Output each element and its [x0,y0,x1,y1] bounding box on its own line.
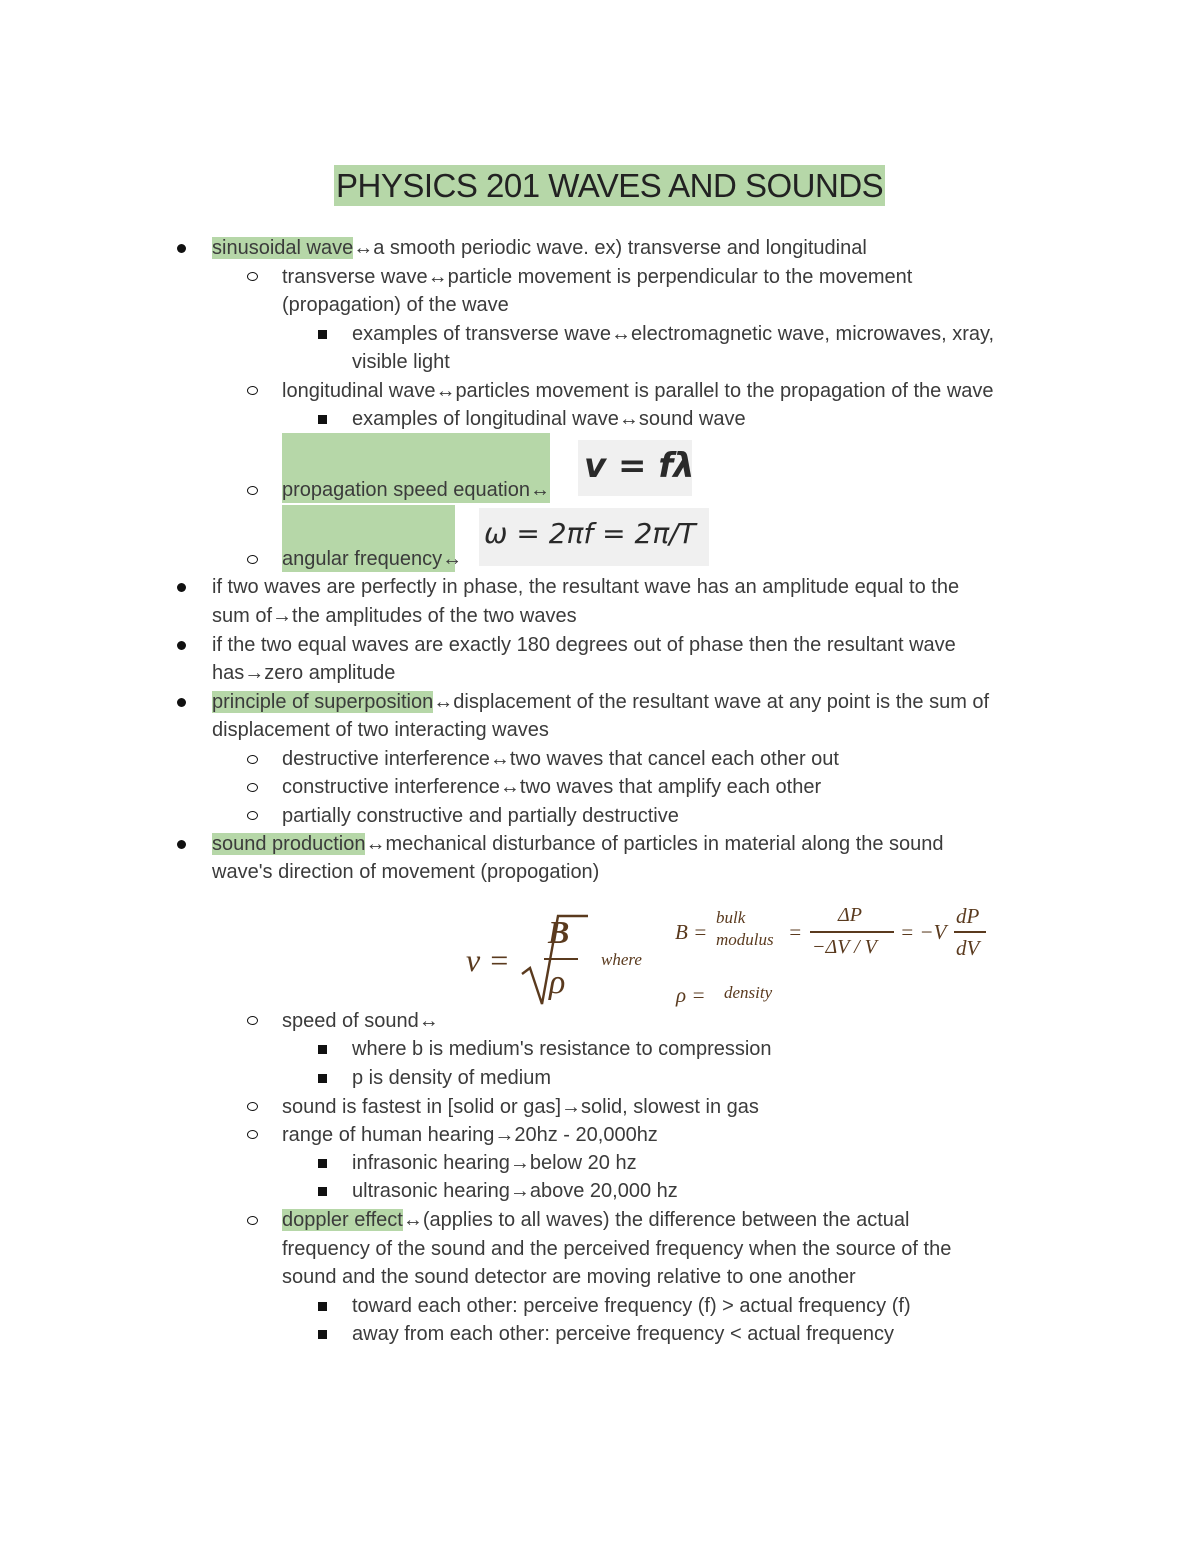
list-item: toward each other: perceive frequency (f) > actual frequency (f) [352,1295,911,1317]
highlighted-term: propagation speed equation [282,479,530,501]
bullet [247,1216,258,1225]
list-item: constructive interference↔two waves that amplify each other [282,776,822,798]
bullet [318,1159,327,1168]
bullet [247,1130,258,1139]
list-item: transverse wave↔particle movement is perpendicular to the movement [282,266,913,288]
list-item: destructive interference↔two waves that cancel each other out [282,748,839,770]
list-item: p is density of medium [352,1067,551,1089]
bullet [318,1330,327,1339]
formula-dV: dV [956,936,980,960]
bullet [247,1102,258,1111]
list-item-continued: sum of→the amplitudes of the two waves [212,605,577,627]
bullet [177,840,186,849]
list-item: doppler effect↔(applies to all waves) the difference between the actual [282,1209,910,1231]
formula-bulk: bulk [716,908,746,927]
list-item: infrasonic hearing→below 20 hz [352,1152,637,1174]
list-item: if the two equal waves are exactly 180 degrees out of phase then the resultant wave [212,634,956,656]
bullet [247,272,258,281]
formula-where: where [601,950,642,969]
list-item: angular frequency↔ [282,548,463,570]
list-item: examples of longitudinal wave↔sound wave [352,408,746,430]
highlighted-term: angular frequency [282,548,443,570]
list-item: sound production↔mechanical disturbance of particles in material along the sound [212,833,944,855]
bullet [247,755,258,764]
bullet [177,583,186,592]
highlighted-term: sound production [212,833,366,855]
bullet [318,330,327,339]
formula-dV-den: −ΔV / V [812,936,877,958]
bullet [177,698,186,707]
bullet [247,811,258,820]
list-item: range of human hearing→20hz - 20,000hz [282,1124,658,1146]
formula-rho-eq: ρ = [676,983,706,1007]
formula-v-eq: v = [466,942,510,978]
bullet [318,1045,327,1054]
list-item: ultrasonic hearing→above 20,000 hz [352,1180,678,1202]
list-item: longitudinal wave↔particles movement is parallel to the propagation of the wave [282,380,994,402]
list-item-continued: displacement of two interacting waves [212,719,549,741]
list-item: examples of transverse wave↔electromagnetic wave, microwaves, xray, [352,323,995,345]
bullet [247,555,258,564]
list-item: where b is medium's resistance to compression [352,1038,772,1060]
fraction-bar [954,931,986,933]
equation-wave-speed: v = fλ [584,446,695,486]
formula-rho: ρ [549,964,566,1001]
formula-eq2: = −V [900,920,947,944]
list-item: sound is fastest in [solid or gas]→solid, slowest in gas [282,1096,759,1118]
list-item-continued: has→zero amplitude [212,662,396,684]
formula-eq1: = [788,920,803,944]
list-item: sinusoidal wave↔a smooth periodic wave. ex) transverse and longitudinal [212,237,867,259]
bullet [247,386,258,395]
bullet [247,486,258,495]
list-item-continued: wave's direction of movement (propogation) [212,861,600,883]
equation-angular: ω = 2πf = 2π/T [484,517,696,550]
list-item-continued: (propagation) of the wave [282,294,509,316]
formula-dP: dP [956,904,980,928]
list-item-continued: frequency of the sound and the perceived frequency when the source of the [282,1238,952,1260]
formula-modulus: modulus [716,930,774,949]
formula-B: B [548,914,570,950]
list-item: if two waves are perfectly in phase, the resultant wave has an amplitude equal to the [212,576,960,598]
highlighted-term: principle of superposition [212,691,434,713]
bullet [247,783,258,792]
fraction-bar [544,958,578,960]
highlighted-term: sinusoidal wave [212,237,354,259]
formula-dP-num: ΔP [838,904,862,926]
bullet [247,1016,258,1025]
bullet [318,415,327,424]
bullet [318,1074,327,1083]
list-item-continued: visible light [352,351,450,373]
fraction-bar [810,931,894,933]
list-item: away from each other: perceive frequency < actual frequency [352,1323,894,1345]
highlighted-term: doppler effect [282,1209,403,1231]
list-item: propagation speed equation↔ [282,479,550,501]
list-item-continued: sound and the sound detector are moving relative to one another [282,1266,856,1288]
list-item: principle of superposition↔displacement of the resultant wave at any point is the sum of [212,691,990,713]
formula-B-eq: B = [675,920,708,944]
bullet [177,244,186,253]
list-item: speed of sound↔ [282,1010,439,1032]
bullet [318,1187,327,1196]
bullet [177,641,186,650]
formula-density: density [724,983,773,1002]
bullet [318,1302,327,1311]
list-item: partially constructive and partially destructive [282,805,679,827]
page-title: PHYSICS 201 WAVES AND SOUNDS [336,167,884,204]
